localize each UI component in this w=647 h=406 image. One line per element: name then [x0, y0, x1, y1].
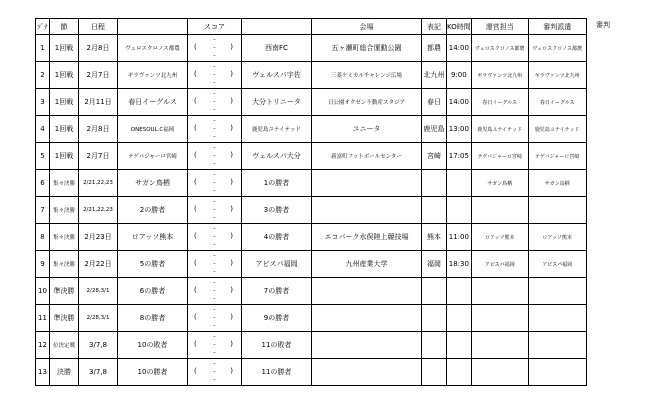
score-close-paren: ) — [230, 151, 233, 159]
short-name-cell — [422, 359, 447, 386]
management-cell: 鹿児島ユナイテッド — [471, 116, 528, 143]
table-row — [36, 197, 587, 224]
score-tick-bottom: - — [213, 214, 216, 221]
header-management: 運営担当 — [471, 19, 528, 35]
score-close-paren: ) — [230, 340, 233, 348]
score-cell — [188, 278, 242, 305]
ko-time-cell — [447, 278, 472, 305]
score-tick-bottom: - — [213, 106, 216, 113]
team-b-cell: 9の勝者 — [242, 305, 312, 332]
score-close-paren: ) — [230, 232, 233, 240]
short-name-cell: 都農 — [422, 35, 447, 62]
referee-dispatch-cell: ギラヴァンツ北九州 — [528, 62, 586, 89]
date-cell: 2月7日 — [79, 143, 118, 170]
schedule-table — [35, 18, 587, 386]
short-name-cell — [422, 305, 447, 332]
header-ko: KO時間 — [447, 19, 472, 35]
team-b-cell: アビスパ福岡 — [242, 251, 312, 278]
match-number: 10 — [36, 278, 50, 305]
management-cell: 春日イーグルス — [471, 89, 528, 116]
table-row — [36, 332, 587, 359]
ko-time-cell — [447, 332, 472, 359]
match-number: 2 — [36, 62, 50, 89]
score-tick-top: - — [213, 225, 216, 232]
score-separator — [213, 144, 215, 168]
score-tick-bottom: - — [213, 52, 216, 59]
round-cell: 1回戦 — [50, 143, 79, 170]
score-dash: - — [213, 98, 216, 105]
team-a-cell: ギラヴァンツ北九州 — [118, 62, 188, 89]
round-cell: 準決勝 — [50, 305, 79, 332]
short-name-cell — [422, 170, 447, 197]
round-cell: 集々決勝 — [50, 224, 79, 251]
header-team-b — [242, 19, 312, 35]
score-open-paren: ( — [194, 124, 197, 132]
score-tick-bottom: - — [213, 79, 216, 86]
table-row — [36, 170, 587, 197]
header-date: 日程 — [79, 19, 118, 35]
score-close-paren: ) — [230, 124, 233, 132]
score-open-paren: ( — [194, 259, 197, 267]
management-cell: テゲバジャーロ宮崎 — [471, 143, 528, 170]
score-dash: - — [213, 152, 216, 159]
short-name-cell — [422, 278, 447, 305]
score-dash: - — [213, 287, 216, 294]
match-number: 3 — [36, 89, 50, 116]
venue-cell — [312, 305, 422, 332]
referee-dispatch-cell: テゲバジャーロ宮崎 — [528, 143, 586, 170]
header-round: 節 — [50, 19, 79, 35]
header-short: 表記 — [422, 19, 447, 35]
score-dash: - — [213, 44, 216, 51]
table-row — [36, 224, 587, 251]
referee-dispatch-cell: サガン鳥栖 — [528, 170, 586, 197]
score-cell — [188, 305, 242, 332]
score-close-paren: ) — [230, 97, 233, 105]
score-open-paren: ( — [194, 205, 197, 213]
score-separator — [213, 63, 215, 87]
short-name-cell: 鹿児島 — [422, 116, 447, 143]
ko-time-cell: 13:00 — [447, 116, 472, 143]
team-b-cell: ヴェルスパ宇佐 — [242, 62, 312, 89]
match-number: 4 — [36, 116, 50, 143]
score-cell — [188, 170, 242, 197]
venue-cell — [312, 197, 422, 224]
table-row — [36, 35, 587, 62]
team-b-cell: 鹿児島ユナイテッド — [242, 116, 312, 143]
score-open-paren: ( — [194, 286, 197, 294]
score-tick-top: - — [213, 171, 216, 178]
score-tick-bottom: - — [213, 187, 216, 194]
ko-time-cell — [447, 197, 472, 224]
short-name-cell — [422, 332, 447, 359]
management-cell — [471, 332, 528, 359]
round-cell: 1回戦 — [50, 116, 79, 143]
score-cell — [188, 116, 242, 143]
score-open-paren: ( — [194, 151, 197, 159]
table-row — [36, 278, 587, 305]
score-close-paren: ) — [230, 43, 233, 51]
score-separator — [213, 90, 215, 114]
short-name-cell: 春日 — [422, 89, 447, 116]
ko-time-cell: 14:00 — [447, 35, 472, 62]
table-row — [36, 62, 587, 89]
header-referee: 審判 — [596, 21, 610, 29]
team-a-cell: ONESOUL.C福岡 — [118, 116, 188, 143]
venue-cell: 九州産業大学 — [312, 251, 422, 278]
match-number: 11 — [36, 305, 50, 332]
ko-time-cell: 11:00 — [447, 224, 472, 251]
score-tick-top: - — [213, 279, 216, 286]
score-separator — [213, 117, 215, 141]
header-team-a — [118, 19, 188, 35]
team-a-cell: 春日イーグルス — [118, 89, 188, 116]
date-cell: 3/7,8 — [79, 359, 118, 386]
score-cell — [188, 62, 242, 89]
score-close-paren: ) — [230, 70, 233, 78]
referee-dispatch-cell: 鹿児島ユナイテッド — [528, 116, 586, 143]
score-separator — [213, 252, 215, 276]
team-a-cell: テゲバジャーロ宮崎 — [118, 143, 188, 170]
team-a-cell: 2の勝者 — [118, 197, 188, 224]
round-cell: 1回戦 — [50, 89, 79, 116]
short-name-cell: 熊本 — [422, 224, 447, 251]
team-b-cell: 4の勝者 — [242, 224, 312, 251]
team-b-cell: 3の勝者 — [242, 197, 312, 224]
short-name-cell: 福岡 — [422, 251, 447, 278]
team-a-cell: ロアッソ熊本 — [118, 224, 188, 251]
ko-time-cell: 17:05 — [447, 143, 472, 170]
date-cell: 2月8日 — [79, 116, 118, 143]
management-cell: ギラヴァンツ北九州 — [471, 62, 528, 89]
management-cell — [471, 305, 528, 332]
referee-dispatch-cell — [528, 305, 586, 332]
date-cell: 2/21,22,23 — [79, 170, 118, 197]
round-cell: 準決勝 — [50, 278, 79, 305]
referee-dispatch-cell: アビスパ福岡 — [528, 251, 586, 278]
team-a-cell: 10の敗者 — [118, 332, 188, 359]
score-tick-bottom: - — [213, 133, 216, 140]
table-row — [36, 251, 587, 278]
round-cell: 決勝 — [50, 359, 79, 386]
table-row — [36, 116, 587, 143]
team-b-cell: ヴェルスパ大分 — [242, 143, 312, 170]
header-score: スコア — [188, 19, 242, 35]
score-cell — [188, 197, 242, 224]
score-open-paren: ( — [194, 232, 197, 240]
match-number: 12 — [36, 332, 50, 359]
score-open-paren: ( — [194, 313, 197, 321]
venue-cell: 日公園オクゼン不動産スタジア — [312, 89, 422, 116]
referee-dispatch-cell — [528, 359, 586, 386]
score-separator — [213, 279, 215, 303]
match-number: 8 — [36, 224, 50, 251]
date-cell: 2月22日 — [79, 251, 118, 278]
score-cell — [188, 224, 242, 251]
score-close-paren: ) — [230, 205, 233, 213]
score-tick-top: - — [213, 333, 216, 340]
score-tick-top: - — [213, 198, 216, 205]
team-a-cell: 8の勝者 — [118, 305, 188, 332]
score-separator — [213, 36, 215, 60]
score-tick-bottom: - — [213, 295, 216, 302]
score-separator — [213, 333, 215, 357]
team-a-cell: サガン鳥栖 — [118, 170, 188, 197]
score-tick-top: - — [213, 252, 216, 259]
management-cell: サガン鳥栖 — [471, 170, 528, 197]
score-separator — [213, 225, 215, 249]
score-close-paren: ) — [230, 178, 233, 186]
round-cell: 1回戦 — [50, 62, 79, 89]
match-number: 13 — [36, 359, 50, 386]
score-open-paren: ( — [194, 70, 197, 78]
score-tick-top: - — [213, 90, 216, 97]
round-cell: 集々決勝 — [50, 170, 79, 197]
short-name-cell — [422, 197, 447, 224]
table-row — [36, 89, 587, 116]
score-dash: - — [213, 314, 216, 321]
date-cell: 2月7日 — [79, 62, 118, 89]
venue-cell: 三菱ケミカルチャレンジ広場 — [312, 62, 422, 89]
management-cell — [471, 359, 528, 386]
score-open-paren: ( — [194, 367, 197, 375]
score-cell — [188, 251, 242, 278]
score-close-paren: ) — [230, 259, 233, 267]
management-cell: ヴェロスクロノス都農 — [471, 35, 528, 62]
score-close-paren: ) — [230, 286, 233, 294]
ko-time-cell: 18:30 — [447, 251, 472, 278]
score-dash: - — [213, 71, 216, 78]
score-open-paren: ( — [194, 97, 197, 105]
venue-cell — [312, 278, 422, 305]
score-separator — [213, 360, 215, 384]
venue-cell: ユニータ — [312, 116, 422, 143]
management-cell — [471, 197, 528, 224]
date-cell: 2月23日 — [79, 224, 118, 251]
referee-dispatch-cell — [528, 278, 586, 305]
header-venue: 会場 — [312, 19, 422, 35]
referee-dispatch-cell: 春日イーグルス — [528, 89, 586, 116]
table-row — [36, 359, 587, 386]
score-tick-bottom: - — [213, 349, 216, 356]
team-a-cell: 6の勝者 — [118, 278, 188, 305]
header-referee-dispatch: 審判派遣 — [528, 19, 586, 35]
score-dash: - — [213, 179, 216, 186]
score-open-paren: ( — [194, 340, 197, 348]
score-tick-top: - — [213, 144, 216, 151]
round-cell: 1回戦 — [50, 35, 79, 62]
score-tick-bottom: - — [213, 241, 216, 248]
score-tick-top: - — [213, 36, 216, 43]
venue-cell — [312, 359, 422, 386]
team-b-cell: 西南FC — [242, 35, 312, 62]
ko-time-cell — [447, 170, 472, 197]
date-cell: 2月11日 — [79, 89, 118, 116]
team-a-cell: ヴェロスクロノス都農 — [118, 35, 188, 62]
score-cell — [188, 332, 242, 359]
table-row — [36, 143, 587, 170]
score-separator — [213, 306, 215, 330]
header-row — [36, 19, 587, 35]
round-cell: 位決定戦 — [50, 332, 79, 359]
ko-time-cell: 9:00 — [447, 62, 472, 89]
management-cell: アビスパ福岡 — [471, 251, 528, 278]
header-no: ｿﾞﾅ — [36, 19, 50, 35]
date-cell: 3/7,8 — [79, 332, 118, 359]
referee-dispatch-cell: ロアッソ熊本 — [528, 224, 586, 251]
score-cell — [188, 143, 242, 170]
score-tick-top: - — [213, 306, 216, 313]
score-cell — [188, 35, 242, 62]
ko-time-cell: 14:00 — [447, 89, 472, 116]
table-row — [36, 305, 587, 332]
score-tick-bottom: - — [213, 322, 216, 329]
score-dash: - — [213, 125, 216, 132]
score-close-paren: ) — [230, 367, 233, 375]
referee-dispatch-cell — [528, 332, 586, 359]
ko-time-cell — [447, 359, 472, 386]
score-dash: - — [213, 341, 216, 348]
match-number: 7 — [36, 197, 50, 224]
team-b-cell: 1の勝者 — [242, 170, 312, 197]
team-b-cell: 大分トリニータ — [242, 89, 312, 116]
score-tick-bottom: - — [213, 376, 216, 383]
team-b-cell: 11の敗者 — [242, 332, 312, 359]
match-number: 5 — [36, 143, 50, 170]
score-tick-top: - — [213, 63, 216, 70]
score-separator — [213, 198, 215, 222]
match-number: 9 — [36, 251, 50, 278]
date-cell: 2月8日 — [79, 35, 118, 62]
referee-dispatch-cell — [528, 197, 586, 224]
score-dash: - — [213, 368, 216, 375]
score-cell — [188, 89, 242, 116]
date-cell: 2/28,3/1 — [79, 305, 118, 332]
match-number: 6 — [36, 170, 50, 197]
score-dash: - — [213, 260, 216, 267]
round-cell: 集々決勝 — [50, 251, 79, 278]
score-dash: - — [213, 233, 216, 240]
referee-dispatch-cell: ヴェロスクロノス都農 — [528, 35, 586, 62]
team-b-cell: 11の勝者 — [242, 359, 312, 386]
management-cell: ロアッソ熊本 — [471, 224, 528, 251]
score-dash: - — [213, 206, 216, 213]
score-tick-top: - — [213, 360, 216, 367]
venue-cell: エコパーク水俣陸上競技場 — [312, 224, 422, 251]
management-cell — [471, 278, 528, 305]
venue-cell: 五ヶ瀬町総合運動公園 — [312, 35, 422, 62]
score-open-paren: ( — [194, 178, 197, 186]
short-name-cell: 宮崎 — [422, 143, 447, 170]
short-name-cell: 北九州 — [422, 62, 447, 89]
date-cell: 2/28,3/1 — [79, 278, 118, 305]
round-cell: 集々決勝 — [50, 197, 79, 224]
score-tick-top: - — [213, 117, 216, 124]
score-tick-bottom: - — [213, 268, 216, 275]
team-a-cell: 5の勝者 — [118, 251, 188, 278]
team-a-cell: 10の勝者 — [118, 359, 188, 386]
score-close-paren: ) — [230, 313, 233, 321]
score-separator — [213, 171, 215, 195]
team-b-cell: 7の勝者 — [242, 278, 312, 305]
date-cell: 2/21,22,23 — [79, 197, 118, 224]
match-number: 1 — [36, 35, 50, 62]
score-open-paren: ( — [194, 43, 197, 51]
venue-cell: 新富町フットボールセンター — [312, 143, 422, 170]
ko-time-cell — [447, 305, 472, 332]
venue-cell — [312, 170, 422, 197]
score-cell — [188, 359, 242, 386]
venue-cell — [312, 332, 422, 359]
score-tick-bottom: - — [213, 160, 216, 167]
